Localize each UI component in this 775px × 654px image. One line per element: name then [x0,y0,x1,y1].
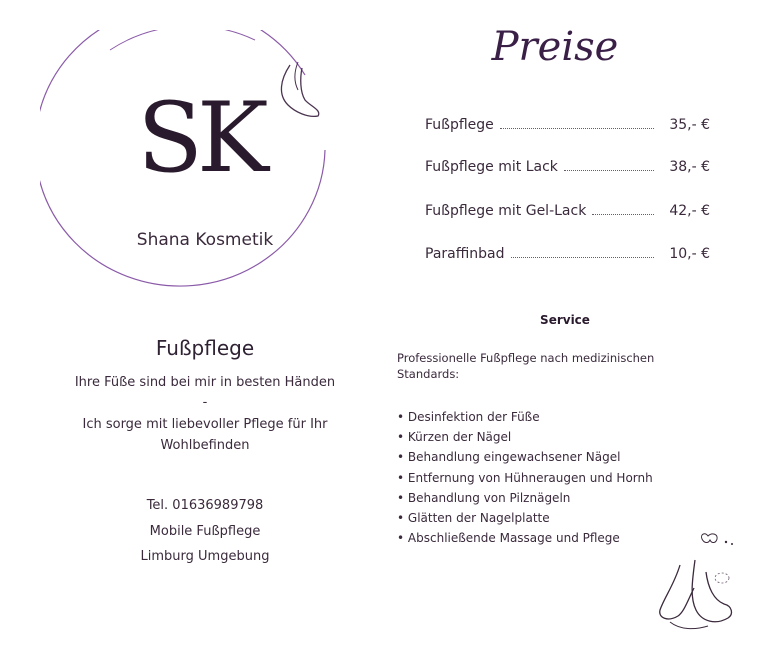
left-heading: Fußpflege [155,336,255,360]
price-value: 38,- € [669,159,710,175]
service-item: • Desinfektion der Füße [397,407,697,427]
mobile-service: Mobile Fußpflege [149,524,261,539]
service-title: Service [540,313,590,327]
price-name: Paraffinbad [425,246,505,262]
dot-leader [592,204,654,215]
price-row [425,117,710,137]
service-item: • Behandlung von Pilznägeln [397,488,697,508]
price-row [425,246,710,266]
price-name: Fußpflege mit Lack [425,159,558,175]
service-item: • Entfernung von Hühneraugen und Hornh [397,468,697,488]
feet-heart-icon [650,530,745,640]
separator: - [202,395,208,410]
price-row [425,203,710,223]
dot-leader [500,118,654,129]
brand-name: Shana Kosmetik [136,230,274,250]
dot-leader [511,247,655,258]
prices-title: Preise [491,24,619,70]
service-item: • Abschließende Massage und Pflege [397,528,697,548]
price-row [425,159,710,179]
price-name: Fußpflege [425,117,494,133]
logo-monogram: SK [137,82,263,194]
service-item: • Kürzen der Nägel [397,427,697,447]
phone-number[interactable]: Tel. 01636989798 [146,498,264,513]
price-value: 42,- € [669,203,710,219]
service-item: • Behandlung eingewachsener Nägel [397,447,697,467]
price-value: 35,- € [669,117,710,133]
care-line-1: Ich sorge mit liebevoller Pflege für Ihr [82,417,328,432]
service-area: Limburg Umgebung [140,549,270,564]
service-list [397,407,697,548]
price-name: Fußpflege mit Gel-Lack [425,203,587,219]
tagline: Ihre Füße sind bei mir in besten Händen [74,375,336,390]
service-item: • Glätten der Nagelplatte [397,508,697,528]
dot-leader [564,160,654,171]
care-line-2: Wohlbefinden [160,438,250,453]
price-value: 10,- € [669,246,710,262]
service-description: Professionelle Fußpflege nach medizinischen Standards: [397,351,655,381]
